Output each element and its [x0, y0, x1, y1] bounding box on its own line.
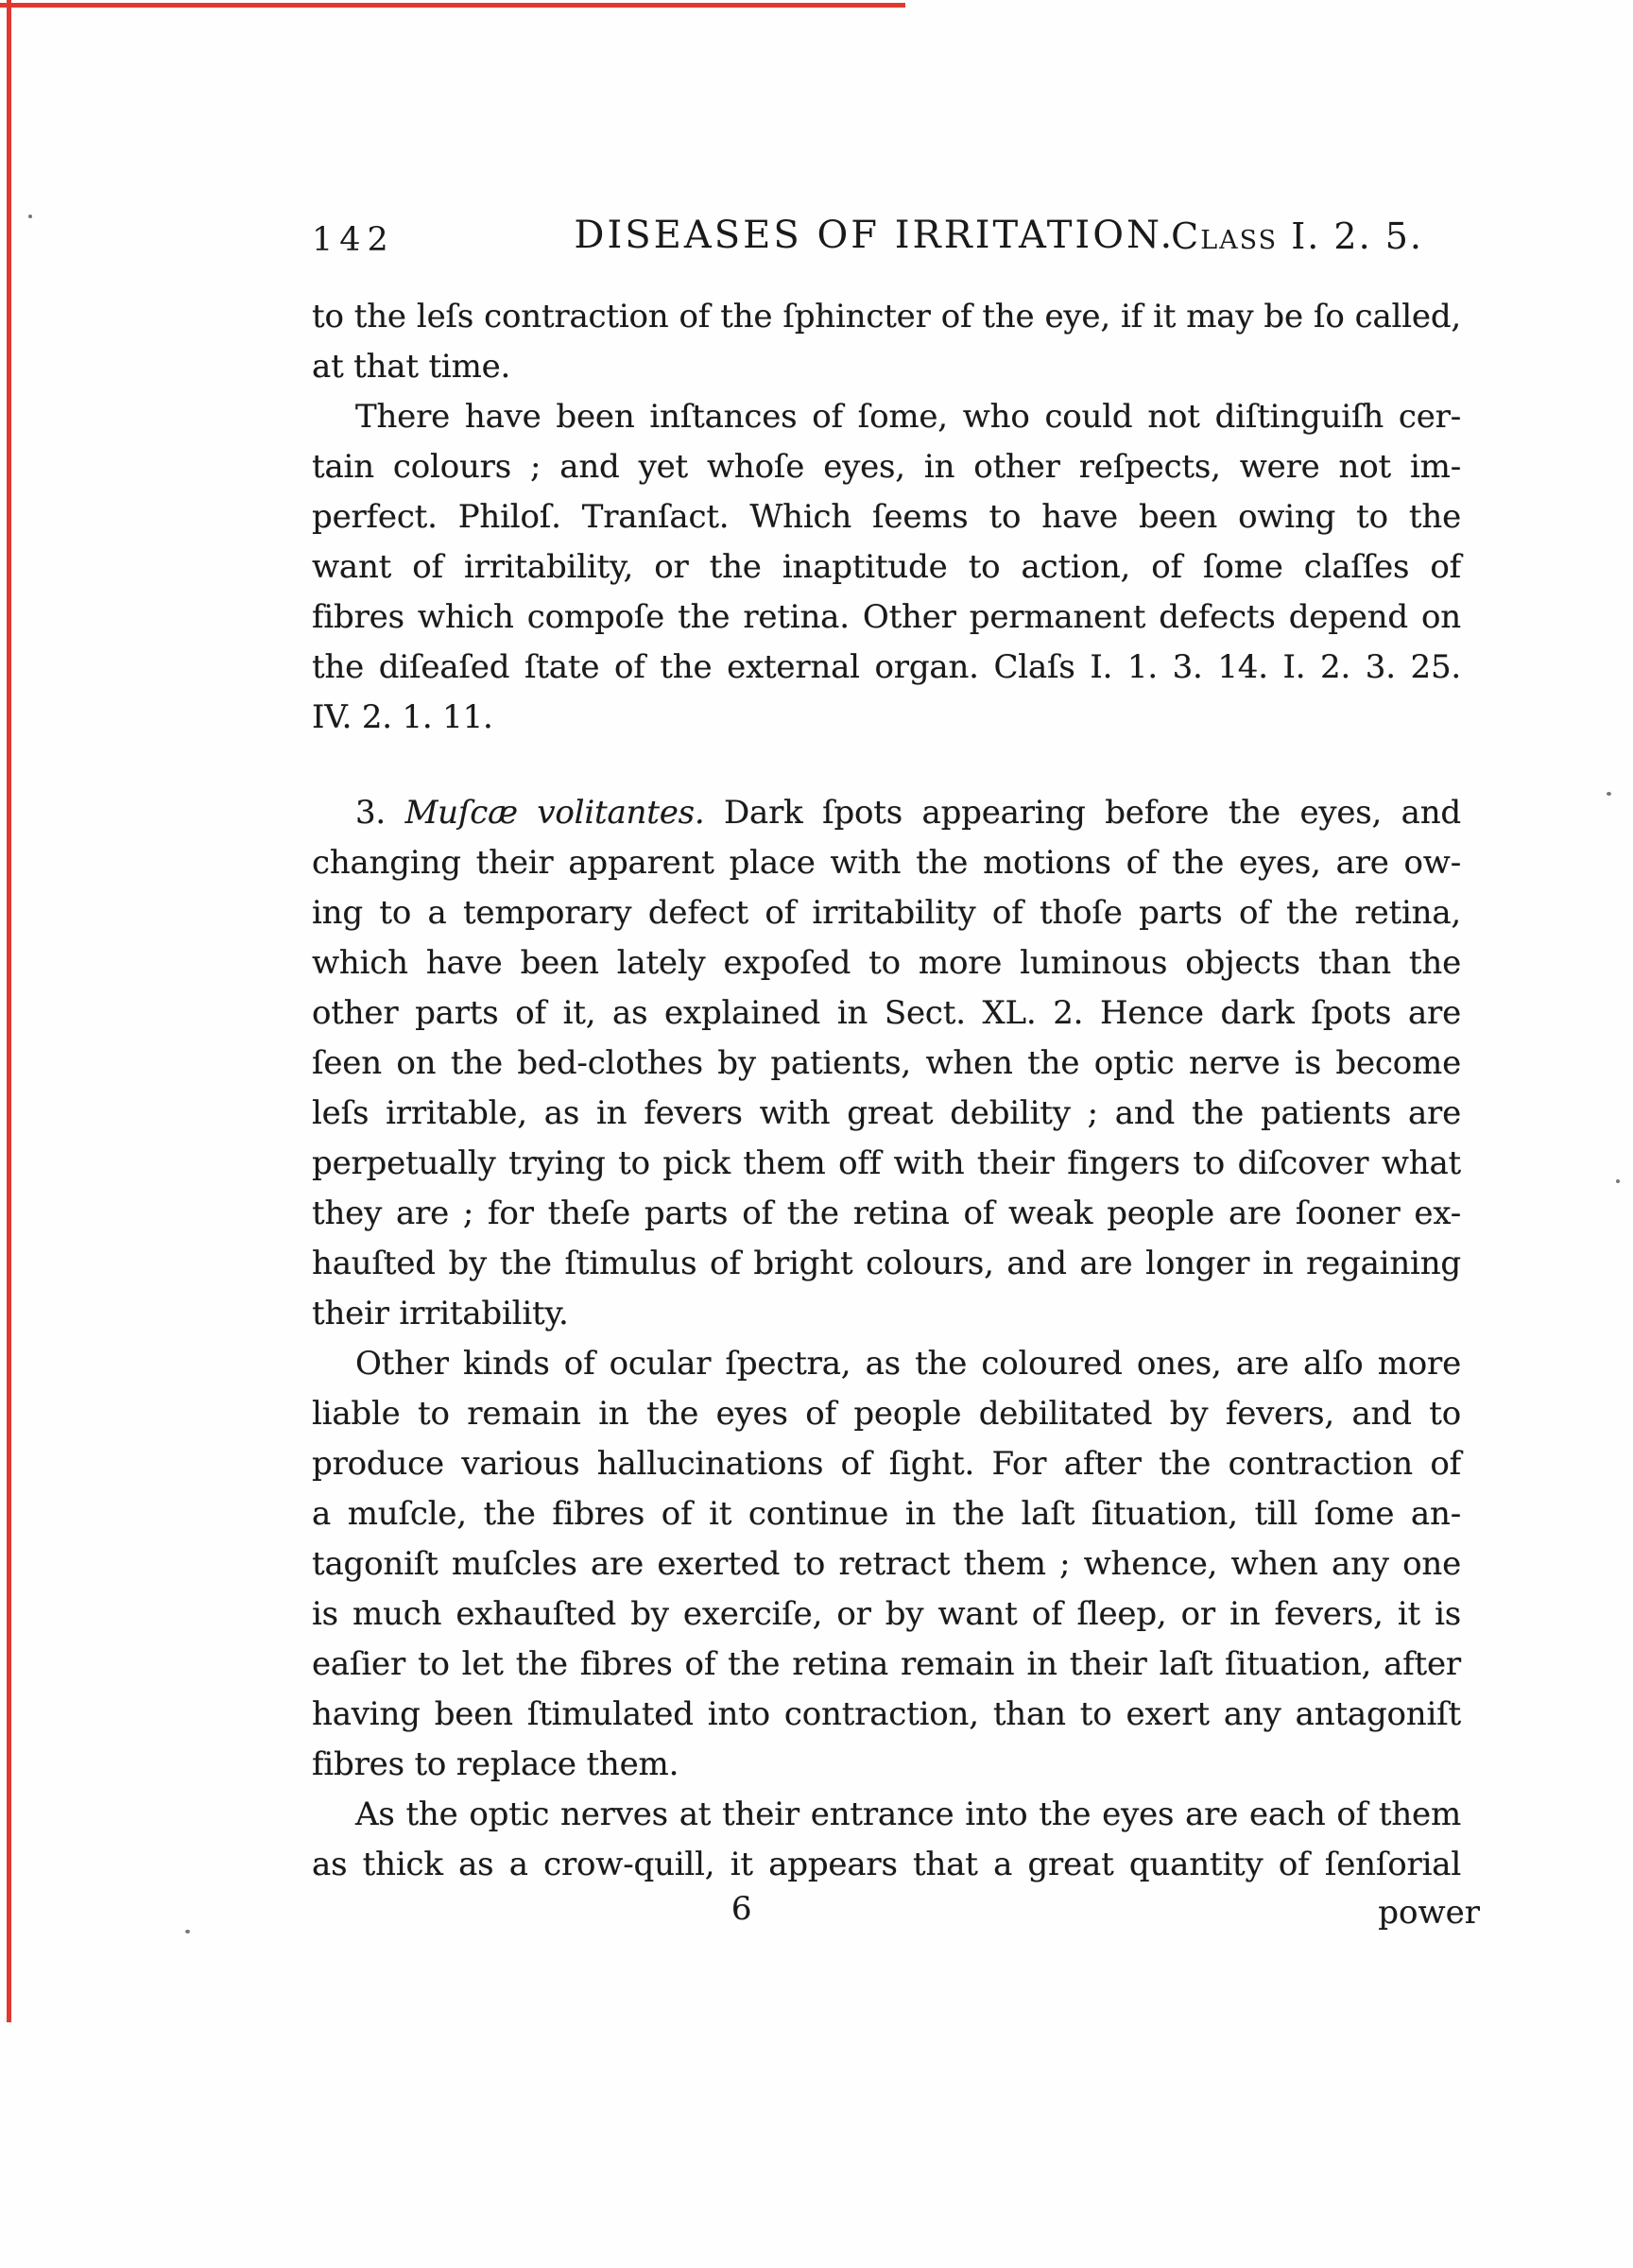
scan-edge-line-top	[0, 3, 905, 8]
text-line: IV. 2. 1. 11.	[312, 698, 493, 736]
text-line: As the optic nerves at their entrance into the eyes are each of them	[355, 1796, 1461, 1833]
press-figure: 6	[731, 1890, 752, 1928]
page-title: DISEASES OF IRRITATION.	[574, 214, 1176, 257]
scan-speck	[1607, 792, 1611, 796]
text-line: a muſcle, the fibres of it continue in the laſt ſituation, till ſome an-	[312, 1495, 1461, 1533]
text-line: ſeen on the bed-clothes by patients, when the optic nerve is become	[312, 1044, 1461, 1082]
text-line: changing their apparent place with the motions of the eyes, are ow-	[312, 844, 1461, 882]
footer-line	[312, 1890, 1480, 1940]
text-line: at that time.	[312, 348, 511, 386]
text-line: is much exhauſted by exerciſe, or by want of ſleep, or in fevers, it is	[312, 1595, 1461, 1633]
text-segment: 3.	[355, 794, 405, 832]
running-header	[312, 214, 1461, 263]
page-number: 142	[312, 221, 395, 259]
text-line: leſs irritable, as in fevers with great debility ; and the patients are	[312, 1094, 1461, 1132]
text-line: perpetually trying to pick them off with their fingers to diſcover what	[312, 1144, 1461, 1182]
text-line: the diſeaſed ſtate of the external organ. Claſs I. 1. 3. 14. I. 2. 3. 25.	[312, 648, 1461, 686]
text-line	[312, 788, 1461, 838]
scan-speck	[1616, 1179, 1620, 1183]
text-line: having been ſtimulated into contraction, than to exert any antagoniſt	[312, 1695, 1461, 1733]
scan-speck	[185, 1930, 190, 1933]
text-line: eaſier to let the fibres of the retina remain in their laſt ſituation, after	[312, 1645, 1461, 1683]
text-line: which have been lately expoſed to more luminous objects than the	[312, 944, 1461, 982]
catchword: power	[1378, 1894, 1480, 1932]
text-line: There have been inſtances of ſome, who could not diſtinguiſh cer-	[355, 398, 1461, 436]
text-line: hauſted by the ſtimulus of bright colours, and are longer in regaining	[312, 1245, 1461, 1282]
text-line: ing to a temporary defect of irritability of thoſe parts of the retina,	[312, 894, 1461, 932]
text-line: produce various hallucinations of ſight. For after the contraction of	[312, 1445, 1461, 1483]
text-line: liable to remain in the eyes of people debilitated by fevers, and to	[312, 1395, 1461, 1433]
text-line: want of irritability, or the inaptitude to action, of ſome claſſes of	[312, 548, 1461, 586]
species-name-italic: Muſcæ volitantes.	[404, 794, 705, 832]
text-line: as thick as a crow-quill, it appears that a great quantity of ſenſorial	[312, 1846, 1461, 1883]
text-line: perfect. Philoſ. Tranſact. Which ſeems to have been owing to the	[312, 498, 1461, 536]
body-text	[312, 292, 1461, 1890]
text-line: they are ; for theſe parts of the retina of weak people are ſooner ex-	[312, 1194, 1461, 1232]
text-line: fibres which compoſe the retina. Other permanent defects depend on	[312, 598, 1461, 636]
text-line: Other kinds of ocular ſpectra, as the coloured ones, are alſo more	[355, 1345, 1461, 1383]
scan-speck	[28, 215, 32, 218]
scan-edge-line-left	[7, 0, 11, 2022]
text-line: other parts of it, as explained in Sect. XL. 2. Hence dark ſpots are	[312, 994, 1461, 1032]
text-line: to the leſs contraction of the ſphincter of the eye, if it may be ſo called,	[312, 298, 1461, 335]
text-line: fibres to replace them.	[312, 1745, 679, 1783]
text-segment: Dark ſpots appearing before the eyes, and	[704, 794, 1461, 832]
text-line: tagoniſt muſcles are exerted to retract them ; whence, when any one	[312, 1545, 1461, 1583]
section-reference: Class I. 2. 5.	[1171, 215, 1423, 257]
text-line: tain colours ; and yet whoſe eyes, in other reſpects, were not im-	[312, 448, 1461, 486]
text-line: their irritability.	[312, 1295, 569, 1332]
page-content	[312, 214, 1480, 1940]
